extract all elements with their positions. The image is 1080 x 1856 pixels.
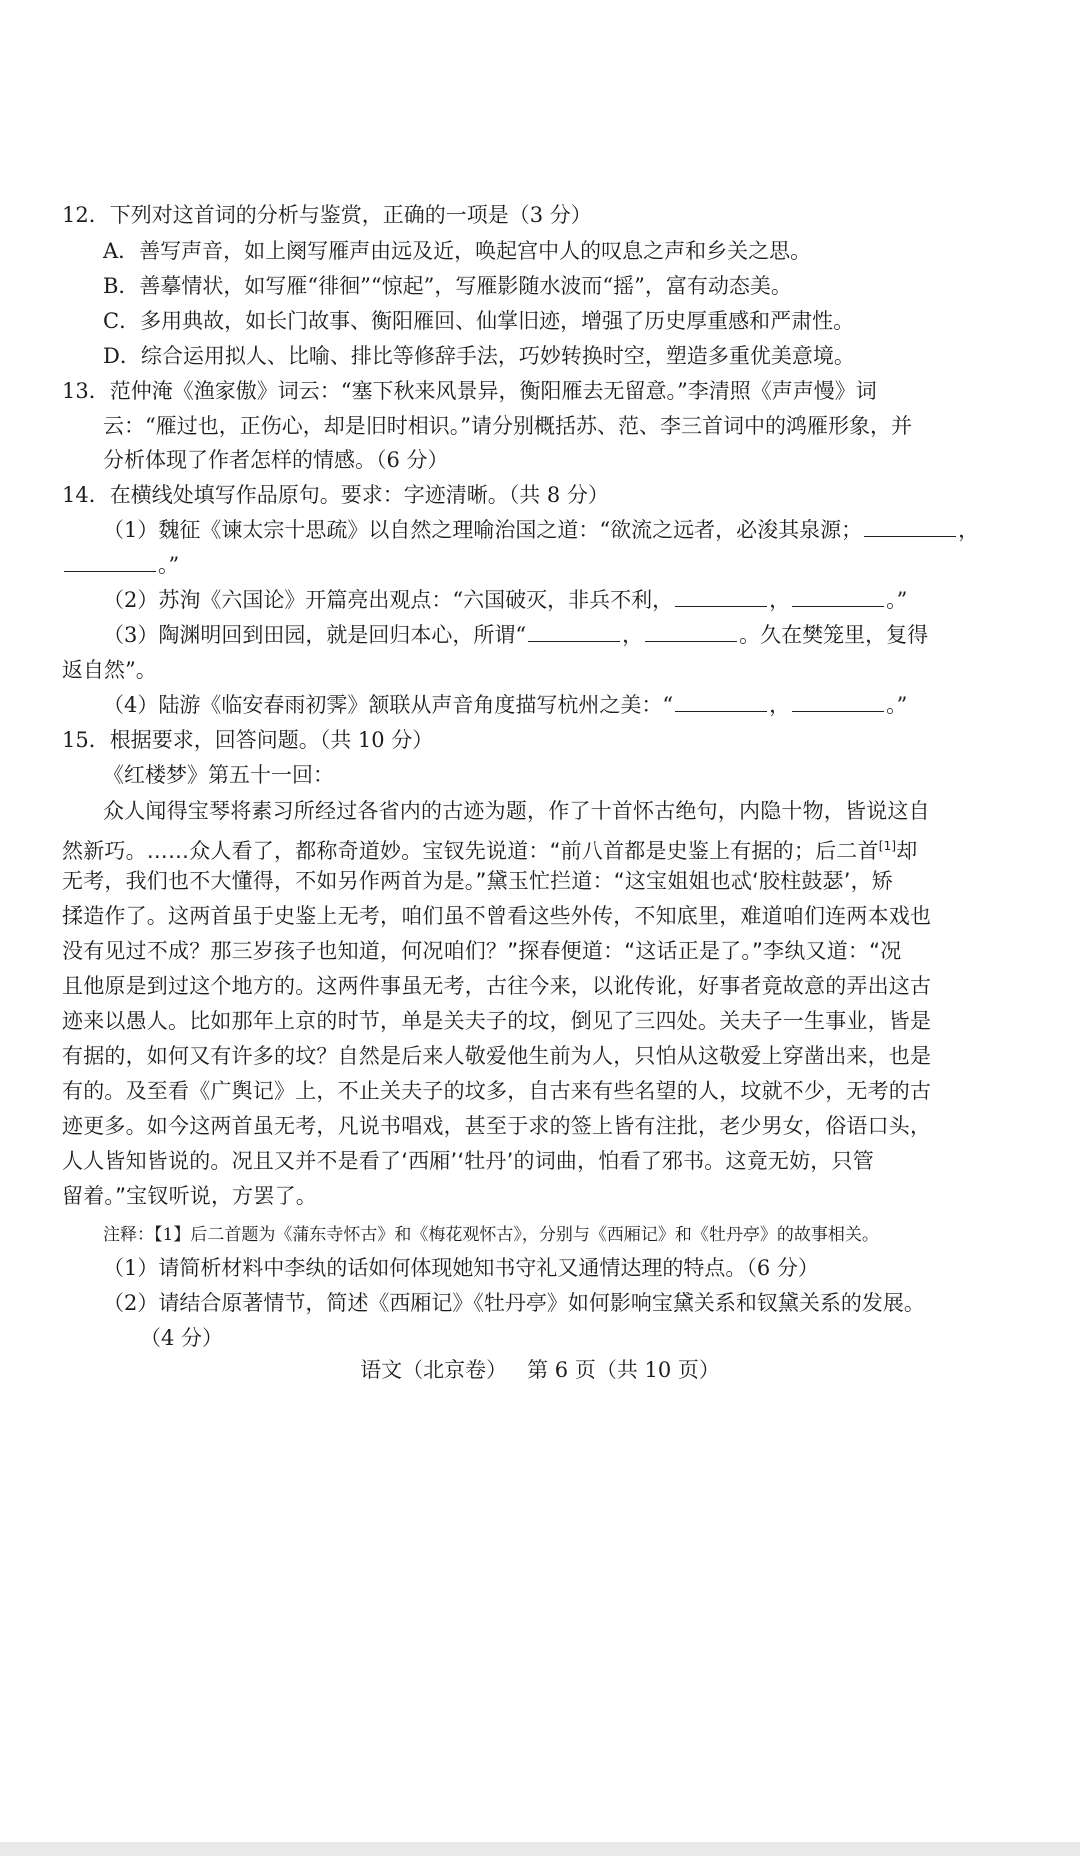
- q14-item-1-sep: ，: [958, 518, 980, 542]
- q14-blank-2a[interactable]: [675, 586, 767, 607]
- q15-sub-2: （2）请结合原著情节，简述《西厢记》《牡丹亭》如何影响宝黛关系和钗黛关系的发展。: [103, 1291, 925, 1315]
- q14-stem: 14．在横线处填写作品原句。要求：字迹清晰。（共 8 分）: [62, 483, 609, 507]
- q12-option-b: B．善摹情状，如写雁“徘徊”“惊起”，写雁影随水波而“摇”，富有动态美。: [103, 274, 792, 298]
- passage-line: 众人闻得宝琴将素习所经过各省内的古迹为题，作了十首怀古绝句，内隐十物，皆说这自: [103, 799, 930, 823]
- passage-line: [62, 831, 918, 866]
- q14-item-2-sep: ，: [769, 588, 791, 612]
- q14-item-4: [103, 690, 907, 720]
- passage-line: 留着。”宝钗听说，方罢了。: [62, 1184, 317, 1208]
- q14-item-1-cont: [62, 550, 179, 580]
- q14-blank-3b[interactable]: [645, 621, 737, 642]
- passage-line: 有的。及至看《广舆记》上，不止关夫子的坟多，自古来有些名望的人，坟就不少，无考的古: [62, 1079, 932, 1103]
- q15-sub-1: （1）请简析材料中李纨的话如何体现她知书守礼又通情达理的特点。（6 分）: [103, 1256, 819, 1280]
- q14-blank-4b[interactable]: [792, 691, 884, 712]
- q14-item-4-sep: ，: [769, 693, 791, 717]
- q14-item-3-sep: ，: [622, 623, 644, 647]
- bottom-strip: [0, 1842, 1080, 1856]
- q14-item-1-end: 。”: [158, 553, 180, 577]
- footnote: 注释：【1】后二首题为《蒲东寺怀古》和《梅花观怀古》，分别与《西厢记》和《牡丹亭》的故事相关。: [103, 1225, 879, 1245]
- q14-blank-1a[interactable]: [864, 516, 956, 537]
- q13-line-3: 分析体现了作者怎样的情感。（6 分）: [103, 448, 449, 472]
- q14-item-2: [103, 585, 907, 615]
- passage-line-text: 然新巧。……众人看了，都称奇道妙。宝钗先说道：“前八首都是史鉴上有据的；后二首: [62, 839, 879, 863]
- q14-blank-3a[interactable]: [528, 621, 620, 642]
- page-footer: 语文（北京卷） 第 6 页（共 10 页）: [360, 1358, 720, 1382]
- q12-stem: 12．下列对这首词的分析与鉴赏，正确的一项是（3 分）: [62, 203, 592, 227]
- q14-blank-1b[interactable]: [64, 551, 156, 572]
- q14-blank-2b[interactable]: [792, 586, 884, 607]
- passage-line: 人人皆知皆说的。况且又并不是看了‘西厢’‘牡丹’的词曲，怕看了邪书。这竟无妨，只管: [62, 1149, 874, 1173]
- q14-item-3-text: （3）陶渊明回到田园，就是回归本心，所谓“: [103, 623, 527, 647]
- q14-item-1: [103, 515, 979, 545]
- q12-option-a: A．善写声音，如上阕写雁声由远及近，唤起宫中人的叹息之声和乡关之思。: [103, 239, 812, 263]
- q14-blank-4a[interactable]: [675, 691, 767, 712]
- q13-line-1: 13．范仲淹《渔家傲》词云：“塞下秋来风景异，衡阳雁去无留意。”李清照《声声慢》词: [62, 379, 877, 403]
- passage-line: 且他原是到过这个地方的。这两件事虽无考，古往今来，以讹传讹，好事者竟故意的弄出这古: [62, 974, 932, 998]
- q14-item-4-end: 。”: [886, 693, 908, 717]
- passage-line: 揉造作了。这两首虽于史鉴上无考，咱们虽不曾看这些外传，不知底里，难道咱们连两本戏也: [62, 904, 932, 928]
- q14-item-4-text: （4）陆游《临安春雨初霁》颔联从声音角度描写杭州之美：“: [103, 693, 674, 717]
- q12-option-d: D．综合运用拟人、比喻、排比等修辞手法，巧妙转换时空，塑造多重优美意境。: [103, 344, 855, 368]
- q15-sub-2-score: （4 分）: [140, 1326, 224, 1350]
- q13-line-2: 云：“雁过也，正伤心，却是旧时相识。”请分别概括苏、范、李三首词中的鸿雁形象，并: [103, 414, 912, 438]
- q12-option-c: C．多用典故，如长门故事、衡阳雁回、仙掌旧迹，增强了历史厚重感和严肃性。: [103, 309, 855, 333]
- passage-line: 迹来以愚人。比如那年上京的时节，单是关夫子的坟，倒见了三四处。关夫子一生事业，皆是: [62, 1009, 932, 1033]
- footnote-marker: [1]: [878, 839, 897, 853]
- q14-item-1-text: （1）魏征《谏太宗十思疏》以自然之理喻治国之道：“欲流之远者，必浚其泉源；: [103, 518, 863, 542]
- passage-line: 有据的，如何又有许多的坟？自然是后来人敬爱他生前为人，只怕从这敬爱上穿凿出来，也是: [62, 1044, 932, 1068]
- passage-line-tail: 却: [896, 839, 918, 863]
- q14-item-2-end: 。”: [886, 588, 908, 612]
- q15-stem: 15．根据要求，回答问题。（共 10 分）: [62, 728, 434, 752]
- passage-line: 无考，我们也不大懂得，不如另作两首为是。”黛玉忙拦道：“这宝姐姐也忒‘胶柱鼓瑟’，矫: [62, 869, 894, 893]
- q15-source: 《红楼梦》第五十一回：: [103, 763, 334, 787]
- passage-line: 没有见过不成？那三岁孩子也知道，何况咱们？”探春便道：“这话正是了。”李纨又道：“况: [62, 939, 902, 963]
- passage-line: 迹更多。如今这两首虽无考，凡说书唱戏，甚至于求的签上皆有注批，老少男女，俗语口头，: [62, 1114, 932, 1138]
- q14-item-3-cont: 返自然”。: [62, 658, 157, 682]
- q14-item-3-tail: 。久在樊笼里，复得: [739, 623, 929, 647]
- q14-item-3: [103, 620, 928, 650]
- q14-item-2-text: （2）苏洵《六国论》开篇亮出观点：“六国破灭，非兵不利，: [103, 588, 674, 612]
